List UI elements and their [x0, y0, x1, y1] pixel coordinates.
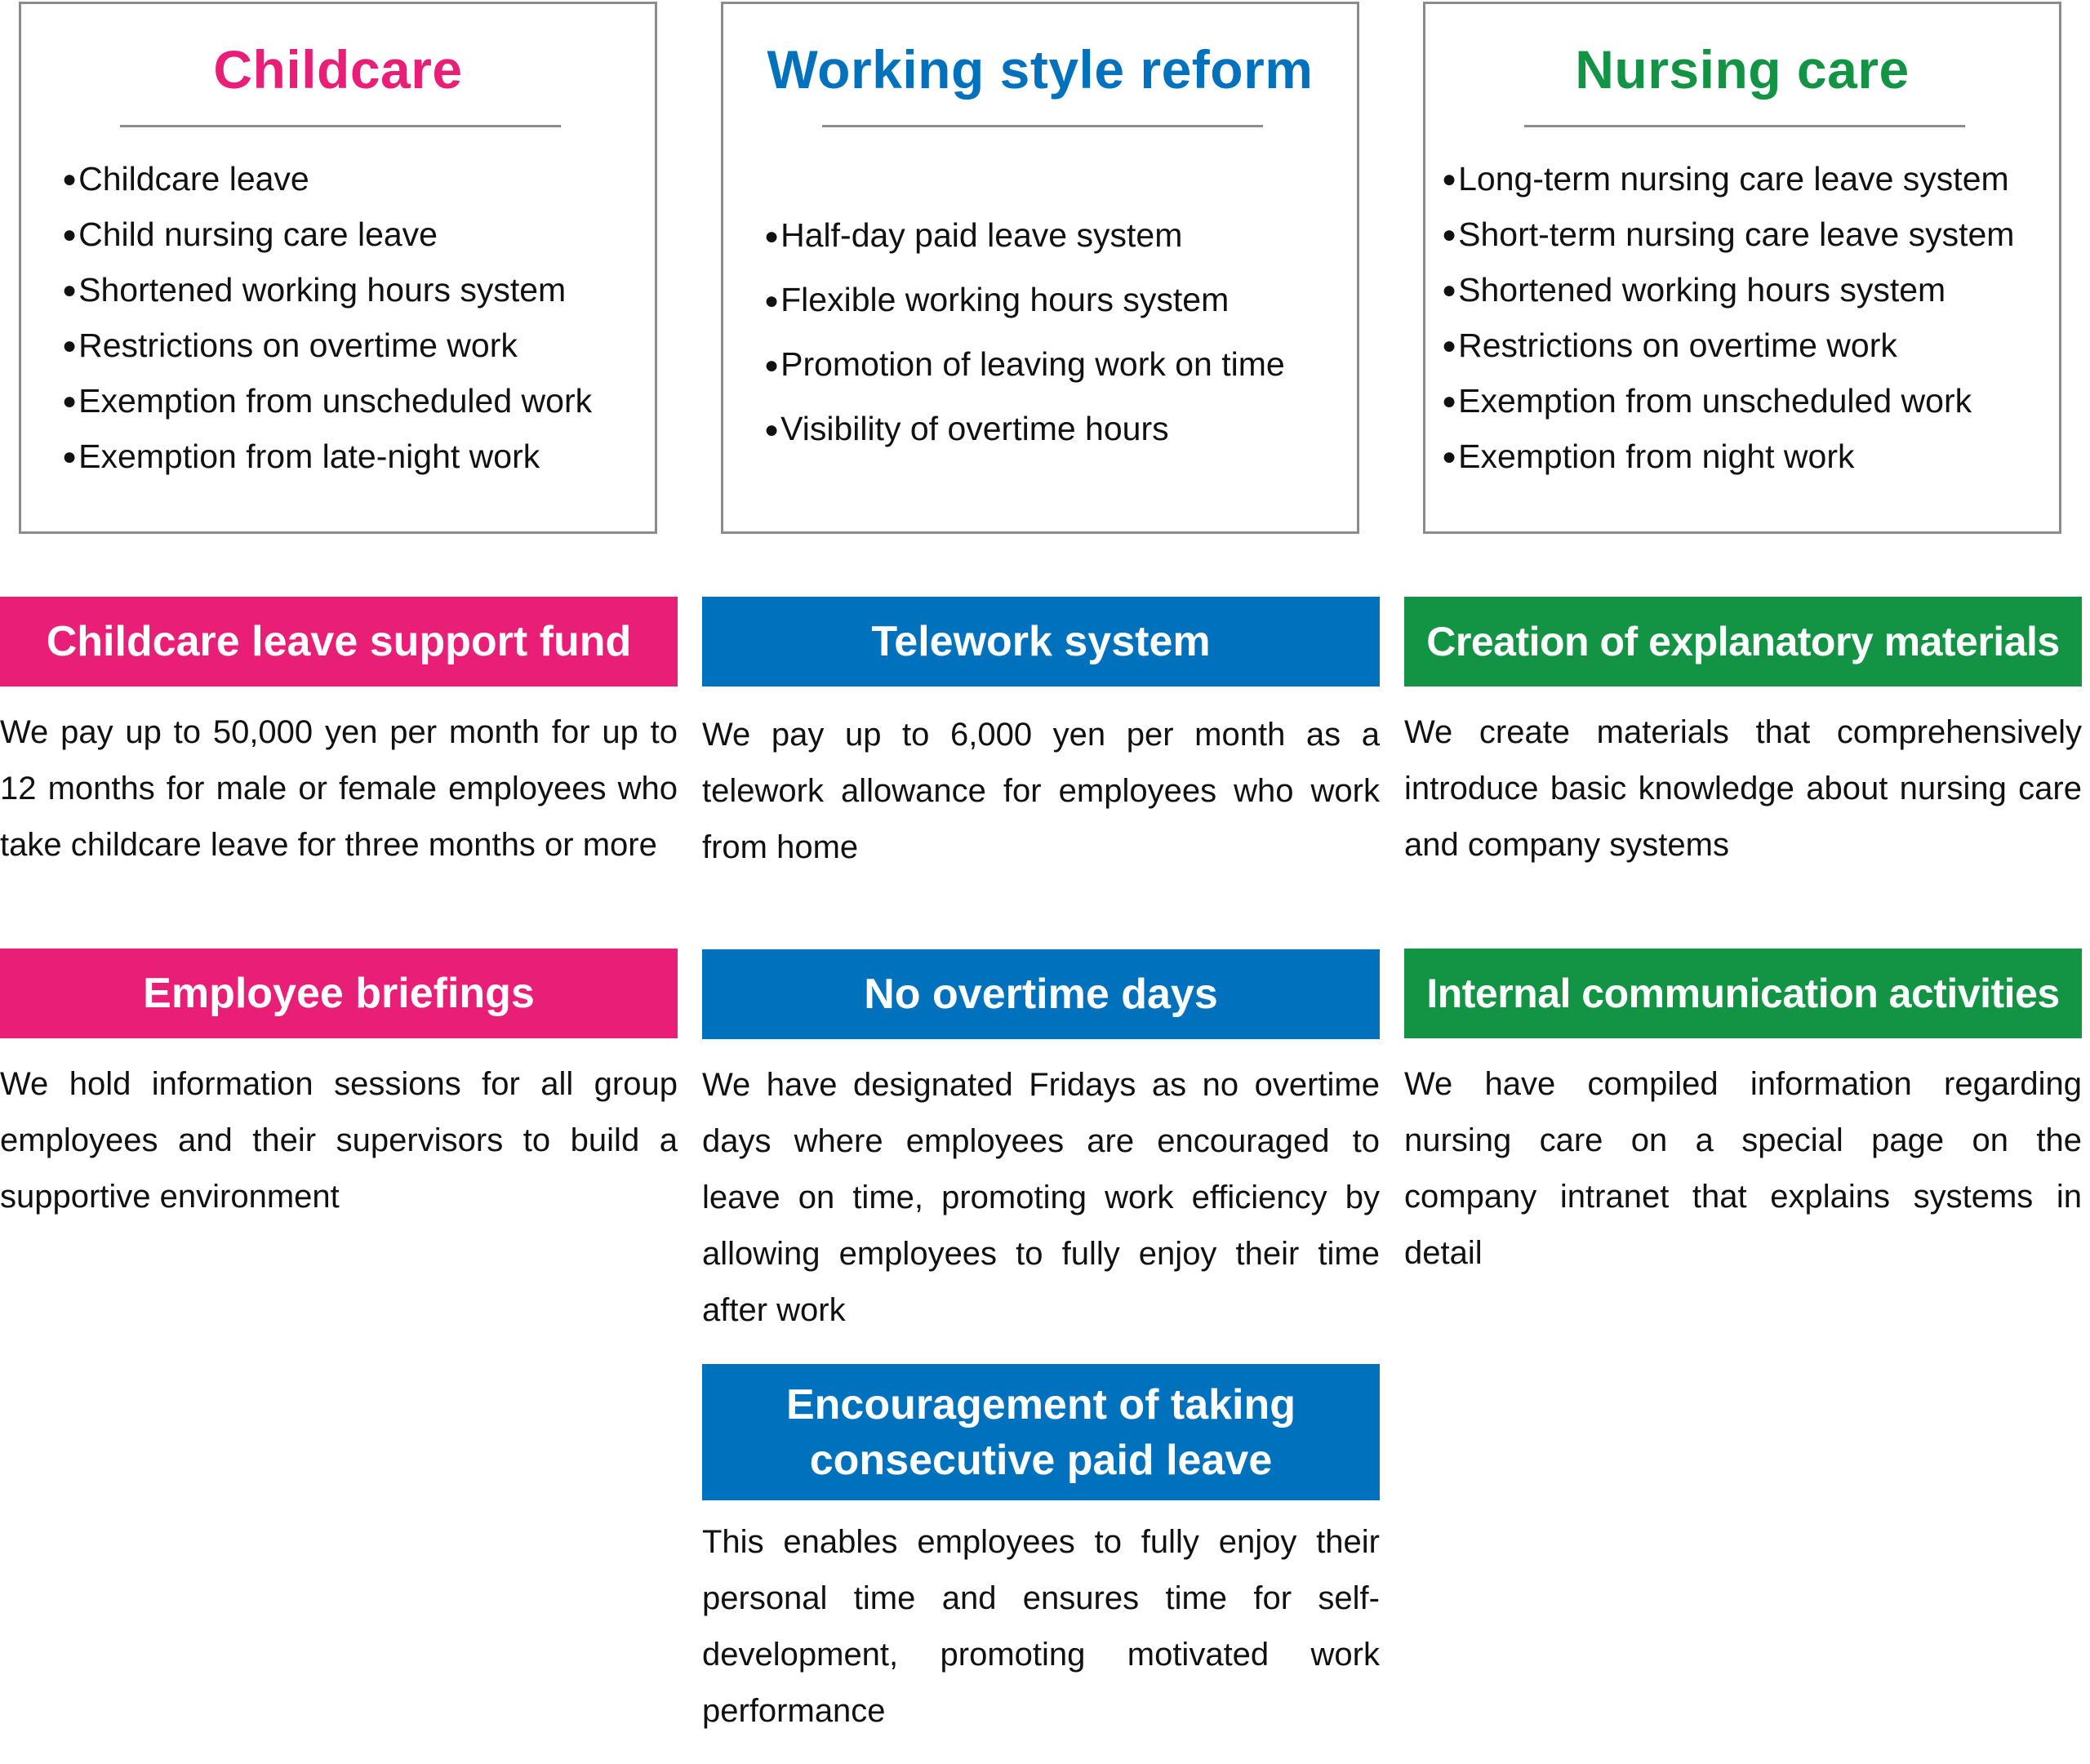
internal-communication-header: Internal communication activities — [1404, 949, 2082, 1038]
bullet-icon: ● — [1442, 443, 1457, 470]
list-item: ● Promotion of leaving work on time — [764, 332, 1285, 397]
childcare-list — [62, 151, 592, 484]
bullet-icon: ● — [1442, 388, 1457, 415]
consecutive-paid-leave-header — [702, 1364, 1380, 1500]
consecutive-paid-leave-title-line1: Encouragement of taking — [785, 1380, 1296, 1429]
bullet-icon: ● — [764, 416, 780, 443]
bullet-icon: ● — [1442, 166, 1457, 193]
list-item: ● Exemption from night work — [1442, 429, 2014, 484]
list-item: ● Child nursing care leave — [62, 207, 592, 262]
bullet-icon: ● — [62, 443, 78, 470]
list-item: ● Long-term nursing care leave system — [1442, 151, 2014, 207]
consecutive-paid-leave-title-line2: consecutive paid leave — [809, 1436, 1273, 1484]
telework-system-text: We pay up to 6,000 yen per month as a telework allowance for employees who work from home — [702, 717, 1380, 865]
childcare-leave-support-fund-header: Childcare leave support fund — [0, 597, 678, 686]
bullet-icon: ● — [62, 332, 78, 359]
telework-system-header: Telework system — [702, 597, 1380, 686]
nursing-care-box — [1423, 2, 2061, 534]
title-divider — [1524, 125, 1965, 127]
title-divider — [120, 125, 561, 127]
bullet-icon: ● — [764, 223, 780, 250]
working-style-reform-box-title: Working style reform — [767, 39, 1314, 100]
list-item: ● Visibility of overtime hours — [764, 397, 1285, 461]
bullet-icon: ● — [1442, 277, 1457, 304]
working-style-reform-box — [721, 2, 1359, 534]
list-item: ● Shortened working hours system — [1442, 262, 2014, 318]
bullet-icon: ● — [62, 388, 78, 415]
bullet-icon: ● — [764, 352, 780, 379]
list-item: ● Short-term nursing care leave system — [1442, 207, 2014, 262]
bullet-icon: ● — [1442, 332, 1457, 359]
no-overtime-days-header: No overtime days — [702, 949, 1380, 1039]
list-item: ● Restrictions on overtime work — [62, 318, 592, 373]
working-style-reform-list — [764, 203, 1285, 461]
list-item: ● Childcare leave — [62, 151, 592, 207]
consecutive-paid-leave-text: This enables employees to fully enjoy their personal time and ensures time for self-development, promoting motivated work performance — [702, 1524, 1380, 1729]
title-divider — [822, 125, 1263, 127]
bullet-icon: ● — [62, 277, 78, 304]
list-item: ● Exemption from late-night work — [62, 429, 592, 484]
list-item: ● Half-day paid leave system — [764, 203, 1285, 268]
list-item: ● Exemption from unscheduled work — [62, 373, 592, 429]
employee-briefings-header: Employee briefings — [0, 949, 678, 1038]
list-item: ● Exemption from unscheduled work — [1442, 373, 2014, 429]
bullet-icon: ● — [62, 166, 78, 193]
childcare-leave-support-fund-text: We pay up to 50,000 yen per month for up to 12 months for male or female employees who take childcare leave for three months or more — [0, 714, 678, 863]
no-overtime-days-text: We have designated Fridays as no overtime days where employees are encouraged to leave on time, promoting work efficiency by allowing employees to fully enjoy their time after work — [702, 1067, 1380, 1328]
list-item: ● Flexible working hours system — [764, 268, 1285, 332]
childcare-box-title: Childcare — [213, 39, 463, 100]
bullet-icon: ● — [62, 221, 78, 248]
bullet-icon: ● — [764, 287, 780, 314]
childcare-box — [19, 2, 657, 534]
list-item: ● Shortened working hours system — [62, 262, 592, 318]
explanatory-materials-text: We create materials that comprehensively introduce basic knowledge about nursing care and company systems — [1404, 714, 2082, 863]
list-item: ● Restrictions on overtime work — [1442, 318, 2014, 373]
nursing-care-box-title: Nursing care — [1575, 39, 1910, 100]
internal-communication-text: We have compiled information regarding nursing care on a special page on the company intranet that explains systems in detail — [1404, 1066, 2082, 1271]
bullet-icon: ● — [1442, 221, 1457, 248]
employee-briefings-text: We hold information sessions for all group employees and their supervisors to build a supportive environment — [0, 1066, 678, 1215]
explanatory-materials-header: Creation of explanatory materials — [1404, 597, 2082, 686]
nursing-care-list — [1442, 151, 2014, 484]
